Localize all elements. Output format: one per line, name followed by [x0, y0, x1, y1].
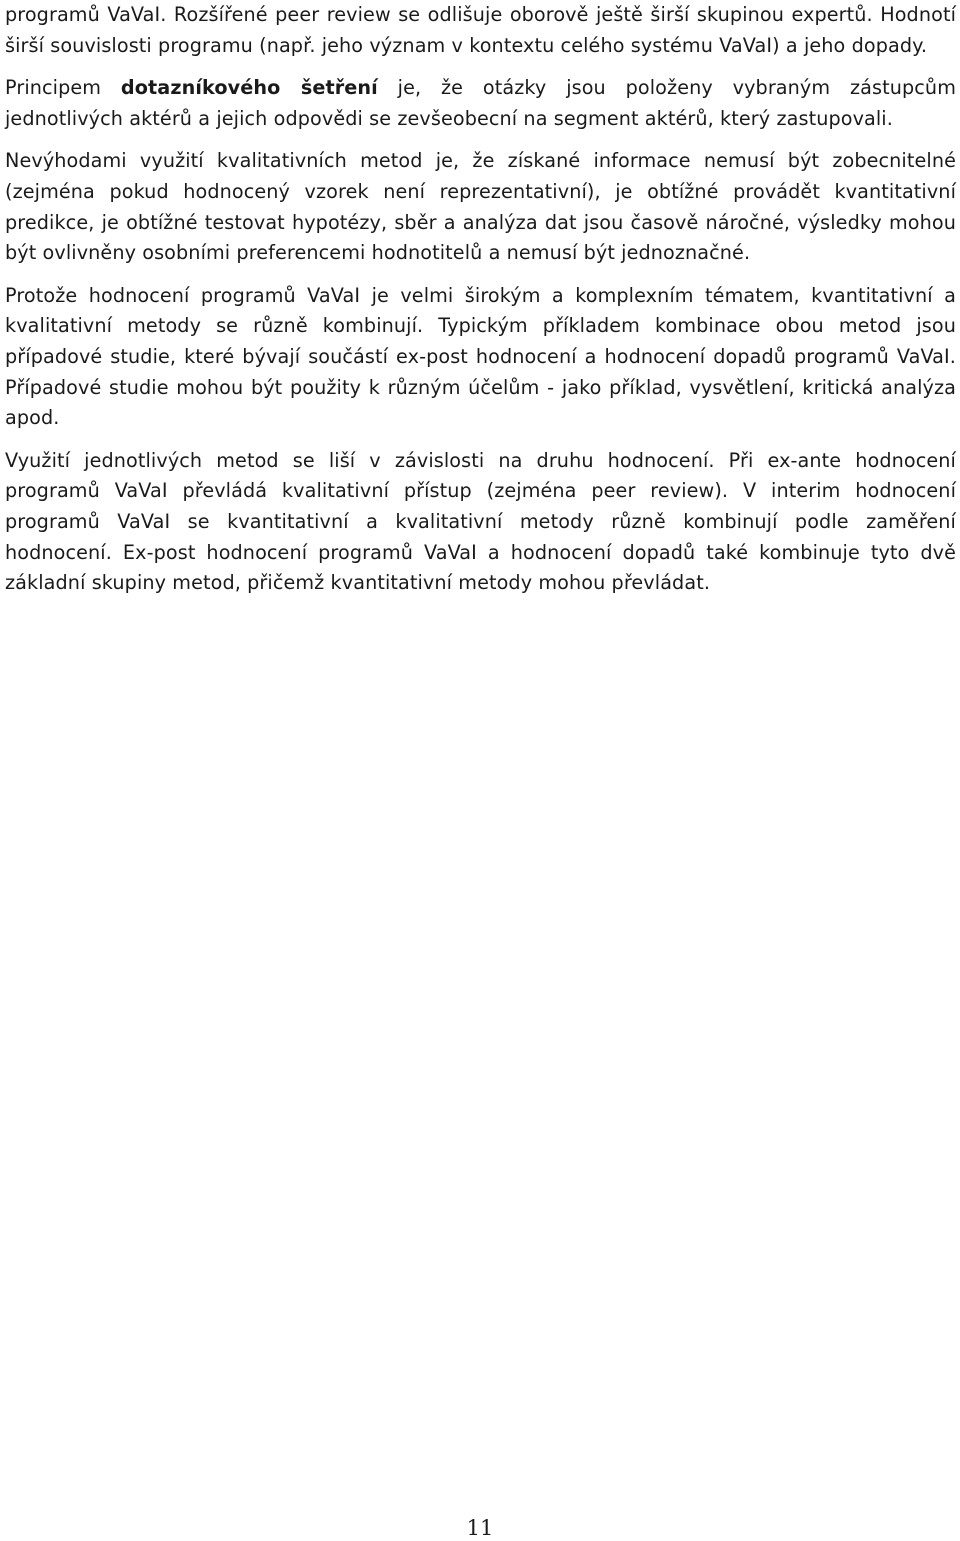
paragraph-combined-methods: Protože hodnocení programů VaVaI je velmi širokým a komplexním tématem, kvantitativní a kvalitativní metody se různě kombinují. Typickým příkladem kombinace obou metod jsou případové studie, které bývají součástí ex-post hodnocení a hodnocení dopadů programů VaVaI. Případové studie mohou být použity k různým účelům - jako příklad, vysvětlení, kritická analýza apod.: [5, 283, 956, 430]
paragraph-questionnaire-survey: [5, 73, 956, 134]
paragraph-method-usage: Využití jednotlivých metod se liší v závislosti na druhu hodnocení. Při ex-ante hodnocení programů VaVaI převládá kvalitativní přístup (zejména peer review). V interim hodnocení programů VaVaI se kvantitativní a kvalitativní metody různě kombinují podle zaměření hodnocení. Ex-post hodnocení programů VaVaI a hodnocení dopadů také kombinuje tyto dvě základní skupiny metod, přičemž kvantitativní metody mohou převládat.: [5, 448, 956, 595]
term-questionnaire-survey: dotazníkového šetření: [120, 76, 378, 100]
paragraph-qualitative-disadvantages: Nevýhodami využití kvalitativních metod je, že získané informace nemusí být zobecnitelné (zejména pokud hodnocený vzorek není reprezentativní), je obtížné provádět kvantitativní predikce, je obtížné testovat hypotézy, sběr a analýza dat jsou časově náročné, výsledky mohou být ovlivněny osobními preferencemi hodnotitelů a nemusí být jednoznačné.: [5, 149, 956, 265]
paragraph-questionnaire-lead: Principem: [5, 76, 121, 100]
document-body: [5, 0, 956, 599]
paragraph-questionnaire-rest: je, že otázky jsou položeny vybraným zástupcům jednotlivých aktérů a jejich odpovědi se zevšeobecní na segment aktérů, který zastupovali.: [5, 76, 956, 130]
paragraph-peer-review-continuation: programů VaVaI. Rozšířené peer review se odlišuje oborově ještě širší skupinou expertů. Hodnotí širší souvislosti programu (např. jeho význam v kontextu celého systému VaVaI) a jeho dopady.: [5, 3, 956, 57]
page-number: 11: [466, 1516, 494, 1540]
